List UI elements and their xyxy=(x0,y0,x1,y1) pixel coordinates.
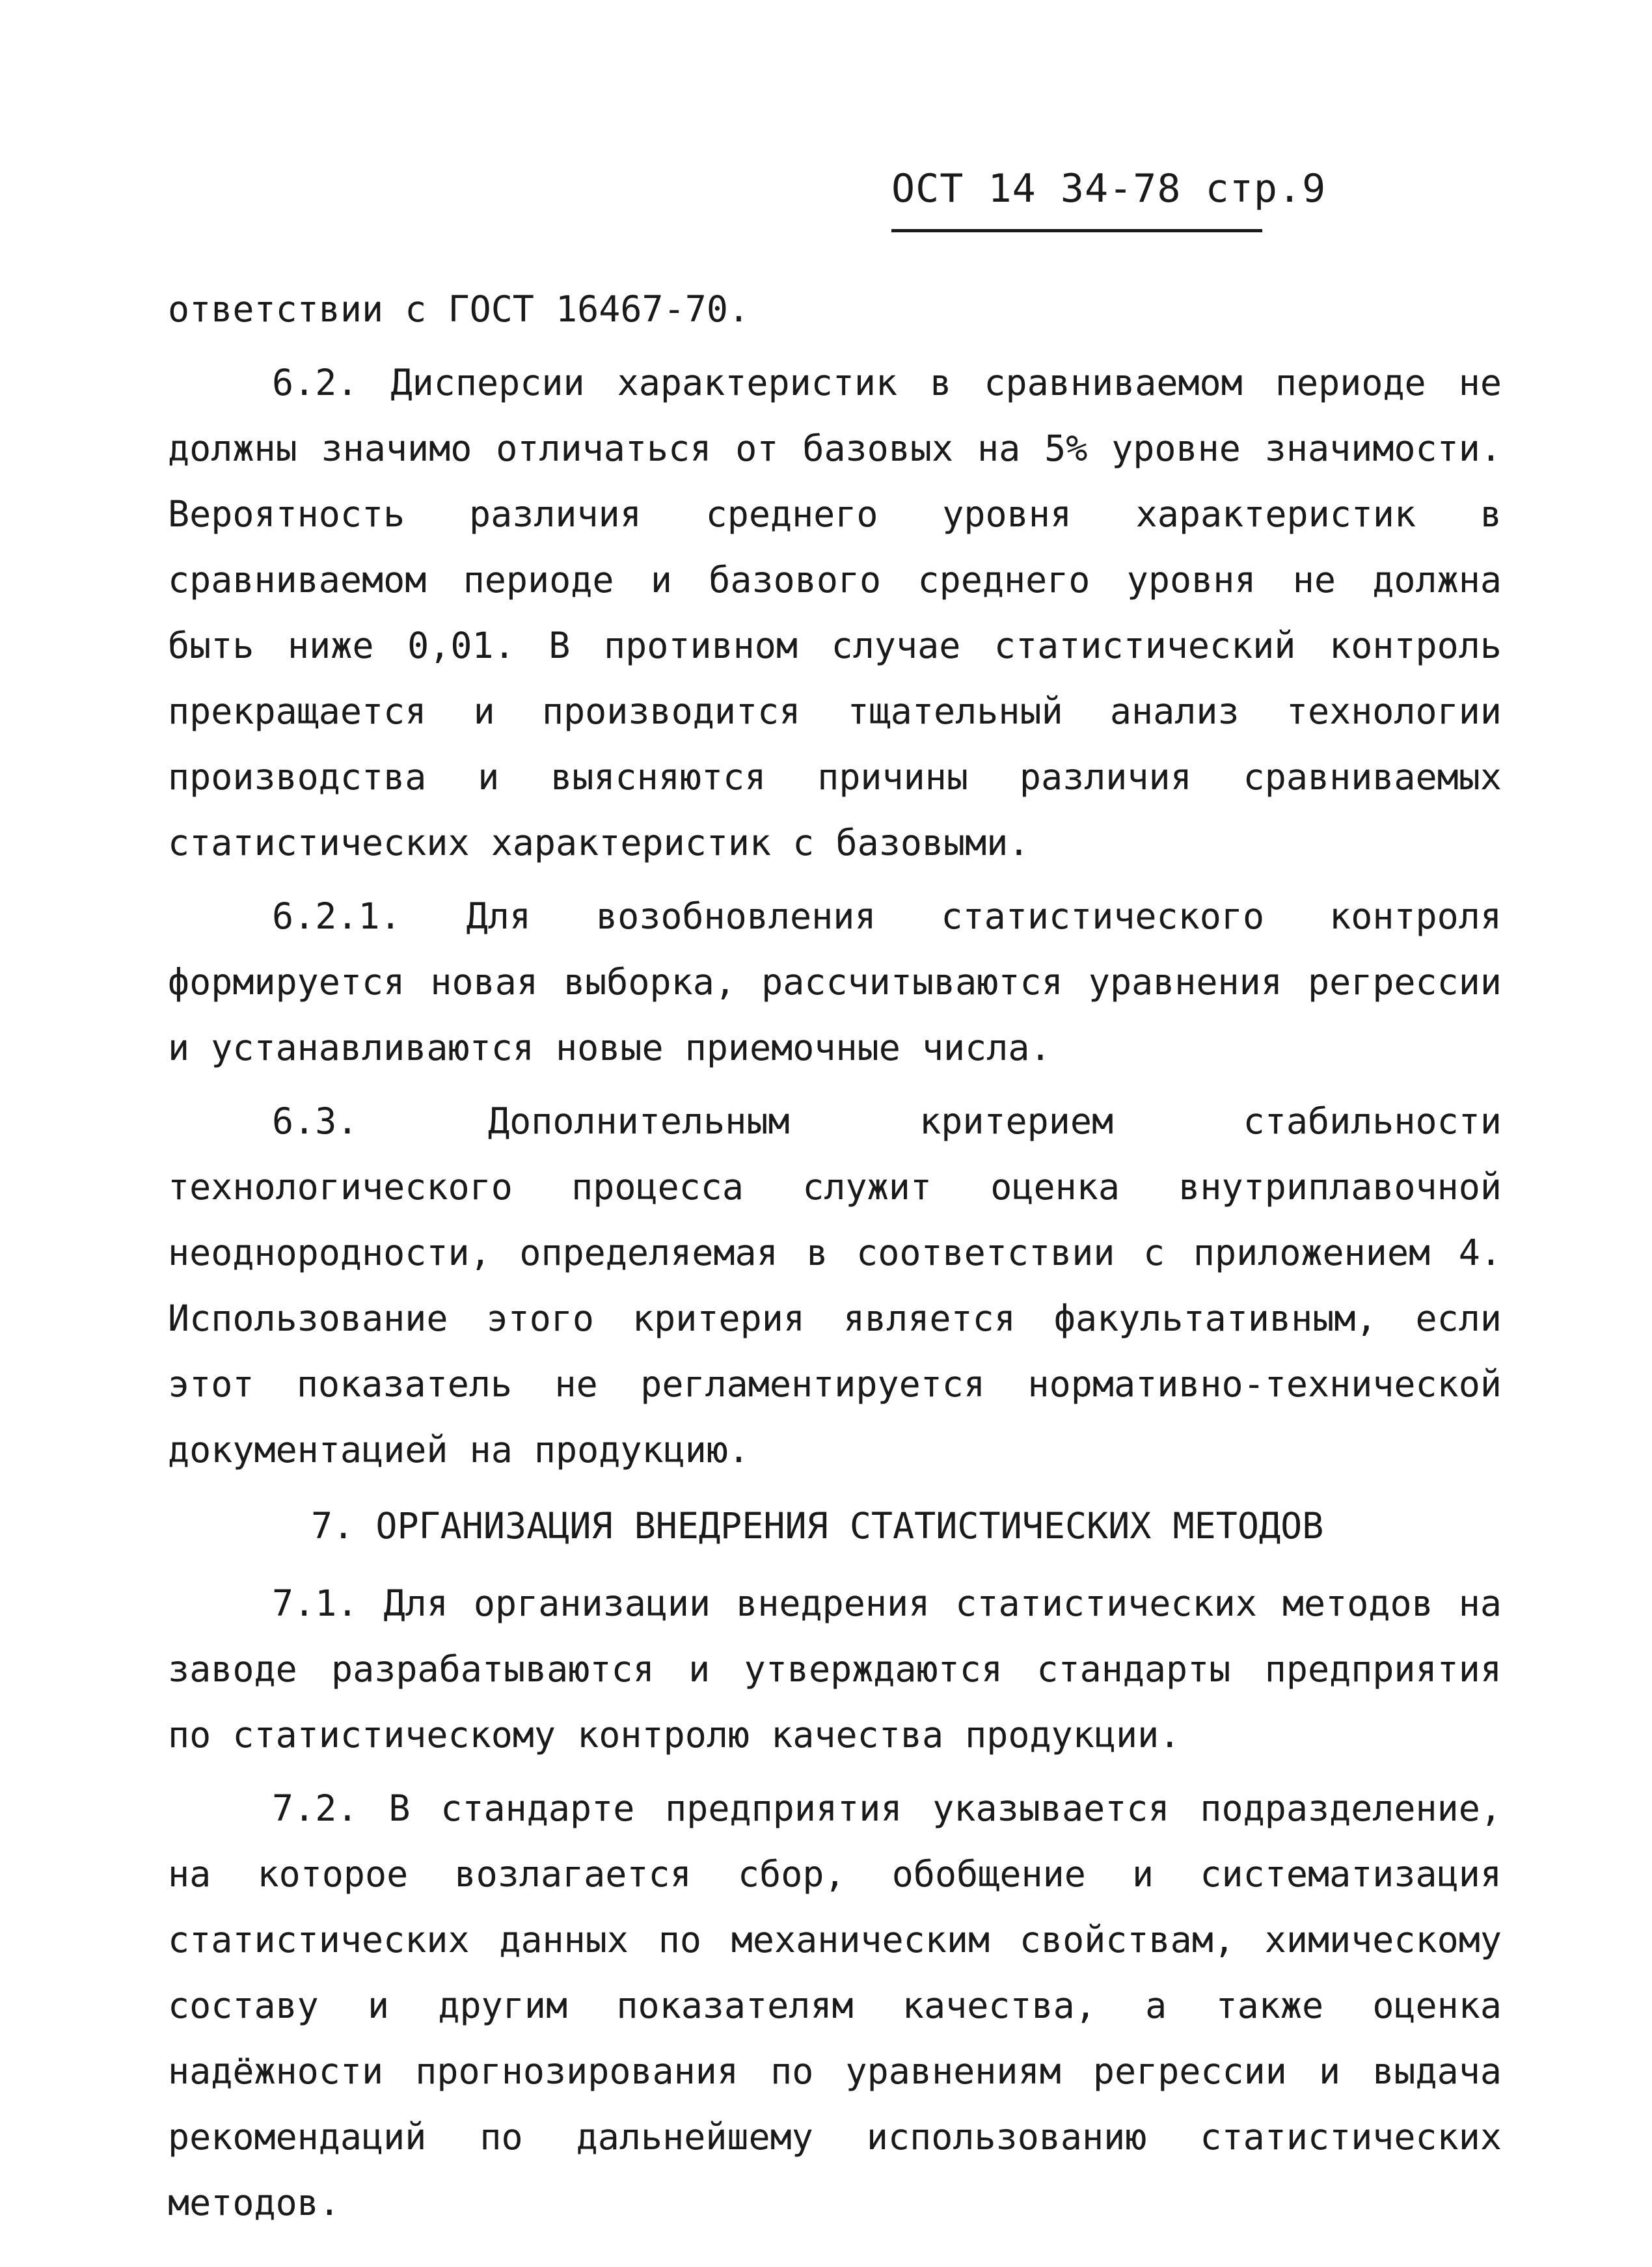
paragraph-6-2-1: 6.2.1. Для возобновления статистического контроля формируется новая выборка, рассчитываются уравнения регрессии и устанавливаются новые приемочные числа. xyxy=(168,895,1502,1068)
paragraph-6-2: 6.2. Дисперсии характеристик в сравниваемом периоде не должны значимо отличаться от базовых на 5% уровне значимости. Вероятность различия среднего уровня характеристик в сравниваемом периоде и базового среднего уровня не должна быть ниже 0,01. В противном случае статистический контроль прекращается и производится тщательный анализ технологии производства и выясняются причины различия сравниваемых статистических характеристик с базовыми. xyxy=(168,362,1502,863)
section-heading-7: 7. ОРГАНИЗАЦИЯ ВНЕДРЕНИЯ СТАТИСТИЧЕСКИХ МЕТОДОВ xyxy=(311,1505,1324,1547)
document-body xyxy=(168,277,1502,2244)
paragraph-7-1: 7.1. Для организации внедрения статистических методов на заводе разрабатываются и утверждаются стандарты предприятия по статистическому контролю качества продукции. xyxy=(168,1582,1502,1756)
paragraph-continuation: ответствии с ГОСТ 16467-70. xyxy=(168,288,750,330)
header-underline xyxy=(891,229,1262,232)
paragraph-6-3: 6.3. Дополнительным критерием стабильности технологического процесса служит оценка внутриплавочной неоднородности, определяемая в соответствии с приложением 4. Использование этого критерия является факультативным, если этот показатель не регламентируется нормативно-технической документацией на продукцию. xyxy=(168,1100,1502,1471)
page-header: ОСТ 14 34-78 стр.9 xyxy=(891,166,1327,211)
paragraph-7-2: 7.2. В стандарте предприятия указывается подразделение, на которое возлагается сбор, обобщение и систематизация статистических данных по механическим свойствам, химическому составу и другим показателям качества, а также оценка надёжности прогнозирования по уравнениям регрессии и выдача рекомендаций по дальнейшему использованию статистических методов. xyxy=(168,1787,1502,2223)
